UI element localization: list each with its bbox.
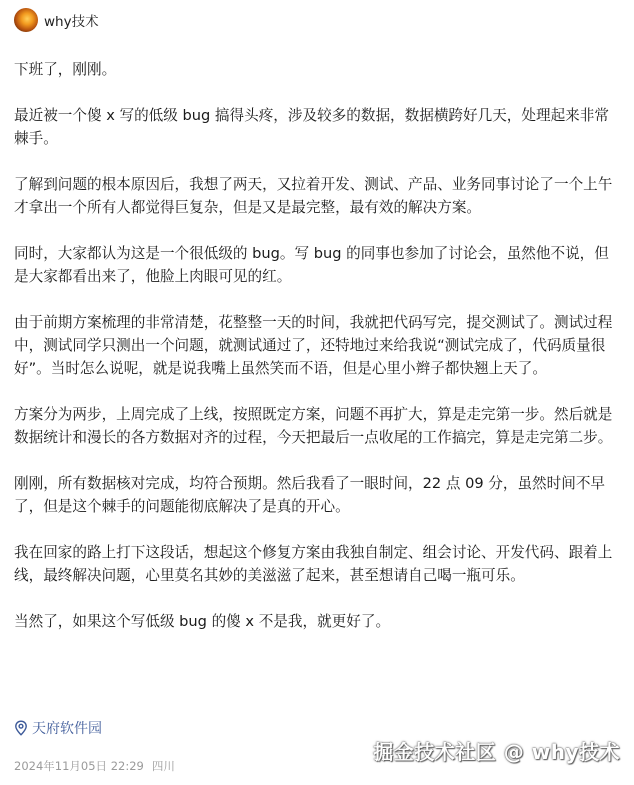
post-paragraph: 由于前期方案梳理的非常清楚，花整整一天的时间，我就把代码写完，提交测试了。测试过程中，测试同学只测出一个问题，就测试通过了，还特地过来给我说“测试完成了，代码质量很好”。当时怎么说呢，就是说我嘴上虽然笑而不语，但是心里小辫子都快翘上天了。 bbox=[14, 314, 613, 377]
post-paragraph: 了解到问题的根本原因后，我想了两天，又拉着开发、测试、产品、业务同事讨论了一个上午才拿出一个所有人都觉得巨复杂，但是又是最完整，最有效的解决方案。 bbox=[14, 176, 613, 216]
post-region: 四川 bbox=[151, 759, 175, 773]
post-paragraph: 刚刚，所有数据核对完成，均符合预期。然后我看了一眼时间，22 点 09 分，虽然时间不早了，但是这个棘手的问题能彻底解决了是真的开心。 bbox=[14, 475, 606, 515]
location-pin-icon bbox=[14, 720, 28, 736]
post-paragraph: 当然了，如果这个写低级 bug 的傻 x 不是我，就更好了。 bbox=[14, 613, 391, 630]
post-header bbox=[14, 7, 99, 33]
location-name[interactable]: 天府软件园 bbox=[32, 721, 102, 737]
post-paragraph: 同时，大家都认为这是一个很低级的 bug。写 bug 的同事也参加了讨论会，虽然他不说，但是大家都看出来了，他脸上肉眼可见的红。 bbox=[14, 245, 609, 285]
avatar[interactable] bbox=[14, 8, 38, 32]
post-meta bbox=[14, 758, 175, 774]
post-paragraph: 下班了，刚刚。 bbox=[14, 61, 117, 78]
watermark: 掘金技术社区 @ why技术 bbox=[373, 740, 620, 764]
post-timestamp: 2024年11月05日 22:29 bbox=[14, 759, 144, 773]
post-content bbox=[14, 58, 622, 656]
author-name[interactable]: why技术 bbox=[44, 14, 99, 30]
post-paragraph: 方案分为两步，上周完成了上线，按照既定方案，问题不再扩大，算是走完第一步。然后就是数据统计和漫长的各方数据对齐的过程，今天把最后一点收尾的工作搞完，算是走完第二步。 bbox=[14, 406, 613, 446]
location-tag[interactable] bbox=[14, 718, 102, 738]
post-paragraph: 最近被一个傻 x 写的低级 bug 搞得头疼，涉及较多的数据，数据横跨好几天，处理起来非常棘手。 bbox=[14, 107, 609, 147]
post-paragraph: 我在回家的路上打下这段话，想起这个修复方案由我独自制定、组会讨论、开发代码、跟着上线，最终解决问题，心里莫名其妙的美滋滋了起来，甚至想请自己喝一瓶可乐。 bbox=[14, 544, 613, 584]
